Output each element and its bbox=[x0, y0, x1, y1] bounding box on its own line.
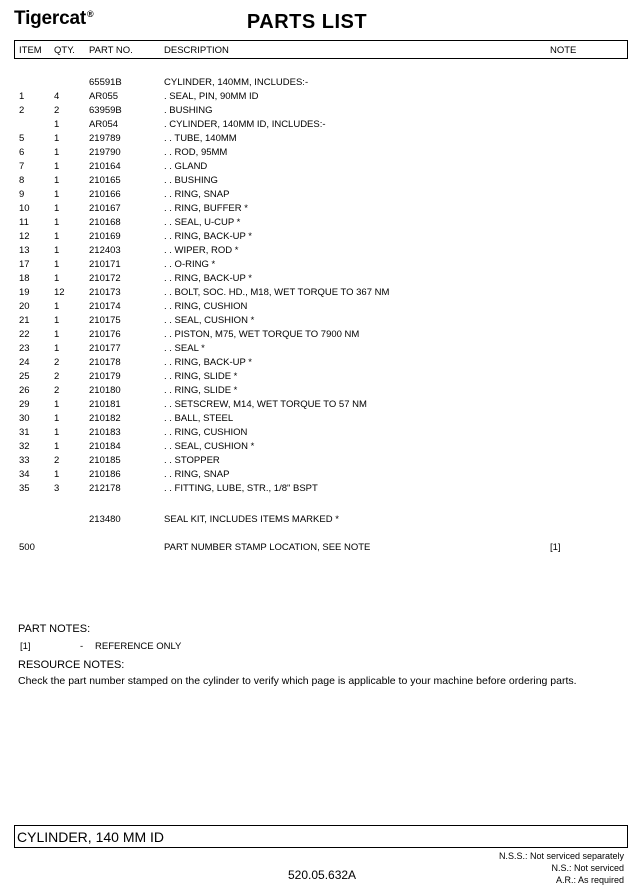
cell-description: . . BOLT, SOC. HD., M18, WET TORQUE TO 367 NM bbox=[164, 287, 390, 298]
part-note-reference: [1] bbox=[20, 641, 31, 652]
table-row bbox=[0, 175, 640, 189]
cell-item: 17 bbox=[19, 259, 30, 270]
cell-item: 29 bbox=[19, 399, 30, 410]
cell-part-no: 210183 bbox=[89, 427, 121, 438]
cell-qty: 1 bbox=[54, 329, 60, 340]
cell-qty: 1 bbox=[54, 315, 60, 326]
cell-description: . . RING, CUSHION bbox=[164, 301, 248, 312]
cell-description: . . SEAL, U-CUP * bbox=[164, 217, 241, 228]
cell-description: . . RING, BUFFER * bbox=[164, 203, 248, 214]
table-row bbox=[0, 514, 640, 528]
part-note-text: REFERENCE ONLY bbox=[95, 641, 182, 652]
cell-item: 1 bbox=[19, 91, 25, 102]
table-row bbox=[0, 189, 640, 203]
table-row bbox=[0, 399, 640, 413]
cell-description: . . SEAL, CUSHION * bbox=[164, 315, 255, 326]
cell-part-no: 65591B bbox=[89, 77, 122, 88]
cell-description: . . SEAL * bbox=[164, 343, 205, 354]
cell-description: . . BALL, STEEL bbox=[164, 413, 234, 424]
table-row bbox=[0, 77, 640, 91]
cell-item: 7 bbox=[19, 161, 25, 172]
cell-item: 6 bbox=[19, 147, 25, 158]
table-row bbox=[0, 357, 640, 371]
table-row bbox=[0, 217, 640, 231]
cell-item: 10 bbox=[19, 203, 30, 214]
cell-part-no: 210173 bbox=[89, 287, 121, 298]
cell-item: 5 bbox=[19, 133, 25, 144]
resource-notes-text: Check the part number stamped on the cylinder to verify which page is applicable to your machine before ordering parts. bbox=[18, 675, 577, 687]
cell-part-no: 210175 bbox=[89, 315, 121, 326]
cell-qty: 1 bbox=[54, 469, 60, 480]
legend-ar: A.R.: As required bbox=[555, 875, 624, 885]
cell-part-no: 210167 bbox=[89, 203, 121, 214]
cell-note: [1] bbox=[550, 542, 561, 553]
cell-description: SEAL KIT, INCLUDES ITEMS MARKED * bbox=[164, 514, 339, 525]
cell-item: 11 bbox=[19, 217, 29, 228]
table-row bbox=[0, 231, 640, 245]
cell-description: PART NUMBER STAMP LOCATION, SEE NOTE bbox=[164, 542, 371, 553]
cell-qty: 4 bbox=[54, 91, 60, 102]
cell-item: 8 bbox=[19, 175, 25, 186]
table-row bbox=[0, 301, 640, 315]
column-header-note: NOTE bbox=[550, 45, 577, 56]
cell-qty: 1 bbox=[54, 301, 60, 312]
column-header-description: DESCRIPTION bbox=[164, 45, 229, 56]
cell-part-no: 210181 bbox=[89, 399, 121, 410]
cell-item: 26 bbox=[19, 385, 30, 396]
cell-item: 25 bbox=[19, 371, 30, 382]
table-row bbox=[0, 133, 640, 147]
table-row bbox=[0, 147, 640, 161]
cell-part-no: 210184 bbox=[89, 441, 121, 452]
table-row bbox=[0, 273, 640, 287]
cell-description: . . RING, BACK-UP * bbox=[164, 231, 252, 242]
table-row bbox=[0, 413, 640, 427]
registered-mark: ® bbox=[86, 9, 94, 19]
cell-part-no: AR055 bbox=[89, 91, 119, 102]
cell-part-no: 212178 bbox=[89, 483, 121, 494]
cell-part-no: 210172 bbox=[89, 273, 121, 284]
column-header-qty: QTY. bbox=[54, 45, 75, 56]
cell-qty: 1 bbox=[54, 203, 60, 214]
cell-part-no: 210164 bbox=[89, 161, 121, 172]
column-header-item: ITEM bbox=[19, 45, 42, 56]
cell-qty: 2 bbox=[54, 385, 60, 396]
cell-qty: 1 bbox=[54, 119, 60, 130]
cell-description: . . PISTON, M75, WET TORQUE TO 7900 NM bbox=[164, 329, 360, 340]
cell-description: . SEAL, PIN, 90MM ID bbox=[164, 91, 259, 102]
cell-item: 33 bbox=[19, 455, 30, 466]
cell-part-no: 210176 bbox=[89, 329, 121, 340]
table-row bbox=[0, 105, 640, 119]
cell-description: . . GLAND bbox=[164, 161, 208, 172]
cell-qty: 2 bbox=[54, 357, 60, 368]
table-row bbox=[0, 245, 640, 259]
cell-item: 21 bbox=[19, 315, 30, 326]
cell-qty: 3 bbox=[54, 483, 60, 494]
cell-description: . . RING, CUSHION bbox=[164, 427, 248, 438]
cell-part-no: 213480 bbox=[89, 514, 121, 525]
page-number: 520.05.632A bbox=[288, 868, 357, 882]
cell-part-no: 210171 bbox=[89, 259, 121, 270]
part-notes-title: PART NOTES: bbox=[18, 623, 91, 635]
cell-qty: 1 bbox=[54, 413, 60, 424]
table-row bbox=[0, 287, 640, 301]
cell-description: . . SETSCREW, M14, WET TORQUE TO 57 NM bbox=[164, 399, 367, 410]
cell-qty: 1 bbox=[54, 217, 60, 228]
cell-part-no: 210185 bbox=[89, 455, 121, 466]
cell-item: 32 bbox=[19, 441, 30, 452]
cell-qty: 1 bbox=[54, 175, 60, 186]
cell-qty: 2 bbox=[54, 455, 60, 466]
table-row bbox=[0, 259, 640, 273]
cell-qty: 1 bbox=[54, 161, 60, 172]
column-header-part-no: PART NO. bbox=[89, 45, 133, 56]
cell-qty: 1 bbox=[54, 399, 60, 410]
cell-qty: 1 bbox=[54, 343, 60, 354]
cell-description: . . RING, SLIDE * bbox=[164, 385, 238, 396]
table-row bbox=[0, 343, 640, 357]
table-row bbox=[0, 91, 640, 105]
cell-item: 500 bbox=[19, 542, 35, 553]
table-row bbox=[0, 542, 640, 556]
table-row bbox=[0, 385, 640, 399]
cell-item: 23 bbox=[19, 343, 30, 354]
cell-qty: 12 bbox=[54, 287, 65, 298]
cell-description: CYLINDER, 140MM, INCLUDES:- bbox=[164, 77, 309, 88]
table-row bbox=[0, 315, 640, 329]
cell-item: 24 bbox=[19, 357, 30, 368]
cell-qty: 2 bbox=[54, 371, 60, 382]
cell-part-no: 210168 bbox=[89, 217, 121, 228]
cell-qty: 1 bbox=[54, 259, 60, 270]
cell-description: . . TUBE, 140MM bbox=[164, 133, 237, 144]
cell-description: . . O-RING * bbox=[164, 259, 216, 270]
table-row bbox=[0, 203, 640, 217]
cell-description: . BUSHING bbox=[164, 105, 213, 116]
table-row bbox=[0, 427, 640, 441]
cell-item: 12 bbox=[19, 231, 30, 242]
cell-part-no: AR054 bbox=[89, 119, 119, 130]
cell-part-no: 212403 bbox=[89, 245, 121, 256]
cell-description: . . WIPER, ROD * bbox=[164, 245, 239, 256]
cell-description: . CYLINDER, 140MM ID, INCLUDES:- bbox=[164, 119, 326, 130]
cell-part-no: 210177 bbox=[89, 343, 121, 354]
cell-description: . . ROD, 95MM bbox=[164, 147, 228, 158]
cell-part-no: 210165 bbox=[89, 175, 121, 186]
cell-description: . . SEAL, CUSHION * bbox=[164, 441, 255, 452]
cell-part-no: 63959B bbox=[89, 105, 122, 116]
cell-qty: 1 bbox=[54, 273, 60, 284]
cell-qty: 1 bbox=[54, 133, 60, 144]
cell-part-no: 210178 bbox=[89, 357, 121, 368]
brand-name: Tigercat bbox=[14, 8, 86, 29]
legend-ns: N.S.: Not serviced bbox=[551, 863, 624, 873]
table-row bbox=[0, 119, 640, 133]
table-row bbox=[0, 483, 640, 497]
cell-description: . . FITTING, LUBE, STR., 1/8" BSPT bbox=[164, 483, 318, 494]
cell-qty: 1 bbox=[54, 427, 60, 438]
cell-part-no: 210180 bbox=[89, 385, 121, 396]
cell-item: 9 bbox=[19, 189, 25, 200]
cell-qty: 2 bbox=[54, 105, 60, 116]
table-row bbox=[0, 329, 640, 343]
cell-item: 13 bbox=[19, 245, 30, 256]
cell-description: . . RING, BACK-UP * bbox=[164, 357, 252, 368]
cell-part-no: 210169 bbox=[89, 231, 121, 242]
cell-item: 18 bbox=[19, 273, 30, 284]
part-note-dash: - bbox=[80, 641, 84, 652]
cell-description: . . BUSHING bbox=[164, 175, 218, 186]
cell-item: 31 bbox=[19, 427, 30, 438]
footer-title: CYLINDER, 140 MM ID bbox=[17, 829, 165, 845]
cell-item: 20 bbox=[19, 301, 30, 312]
cell-description: . . RING, SLIDE * bbox=[164, 371, 238, 382]
cell-item: 35 bbox=[19, 483, 30, 494]
table-row bbox=[0, 441, 640, 455]
cell-description: . . STOPPER bbox=[164, 455, 220, 466]
cell-item: 2 bbox=[19, 105, 25, 116]
cell-description: . . RING, SNAP bbox=[164, 189, 230, 200]
cell-item: 22 bbox=[19, 329, 30, 340]
cell-qty: 1 bbox=[54, 245, 60, 256]
cell-part-no: 210186 bbox=[89, 469, 121, 480]
table-row bbox=[0, 161, 640, 175]
table-row bbox=[0, 469, 640, 483]
table-row bbox=[0, 371, 640, 385]
resource-notes-title: RESOURCE NOTES: bbox=[18, 659, 125, 671]
cell-qty: 1 bbox=[54, 147, 60, 158]
cell-part-no: 210174 bbox=[89, 301, 121, 312]
cell-part-no: 210166 bbox=[89, 189, 121, 200]
page-title: PARTS LIST bbox=[246, 11, 368, 33]
cell-item: 30 bbox=[19, 413, 30, 424]
table-row bbox=[0, 455, 640, 469]
cell-qty: 1 bbox=[54, 441, 60, 452]
cell-part-no: 210179 bbox=[89, 371, 121, 382]
cell-item: 19 bbox=[19, 287, 30, 298]
cell-part-no: 219789 bbox=[89, 133, 121, 144]
cell-item: 34 bbox=[19, 469, 30, 480]
legend-nss: N.S.S.: Not serviced separately bbox=[498, 851, 624, 861]
cell-qty: 1 bbox=[54, 231, 60, 242]
cell-description: . . RING, BACK-UP * bbox=[164, 273, 252, 284]
cell-qty: 1 bbox=[54, 189, 60, 200]
cell-part-no: 210182 bbox=[89, 413, 121, 424]
cell-description: . . RING, SNAP bbox=[164, 469, 230, 480]
cell-part-no: 219790 bbox=[89, 147, 121, 158]
